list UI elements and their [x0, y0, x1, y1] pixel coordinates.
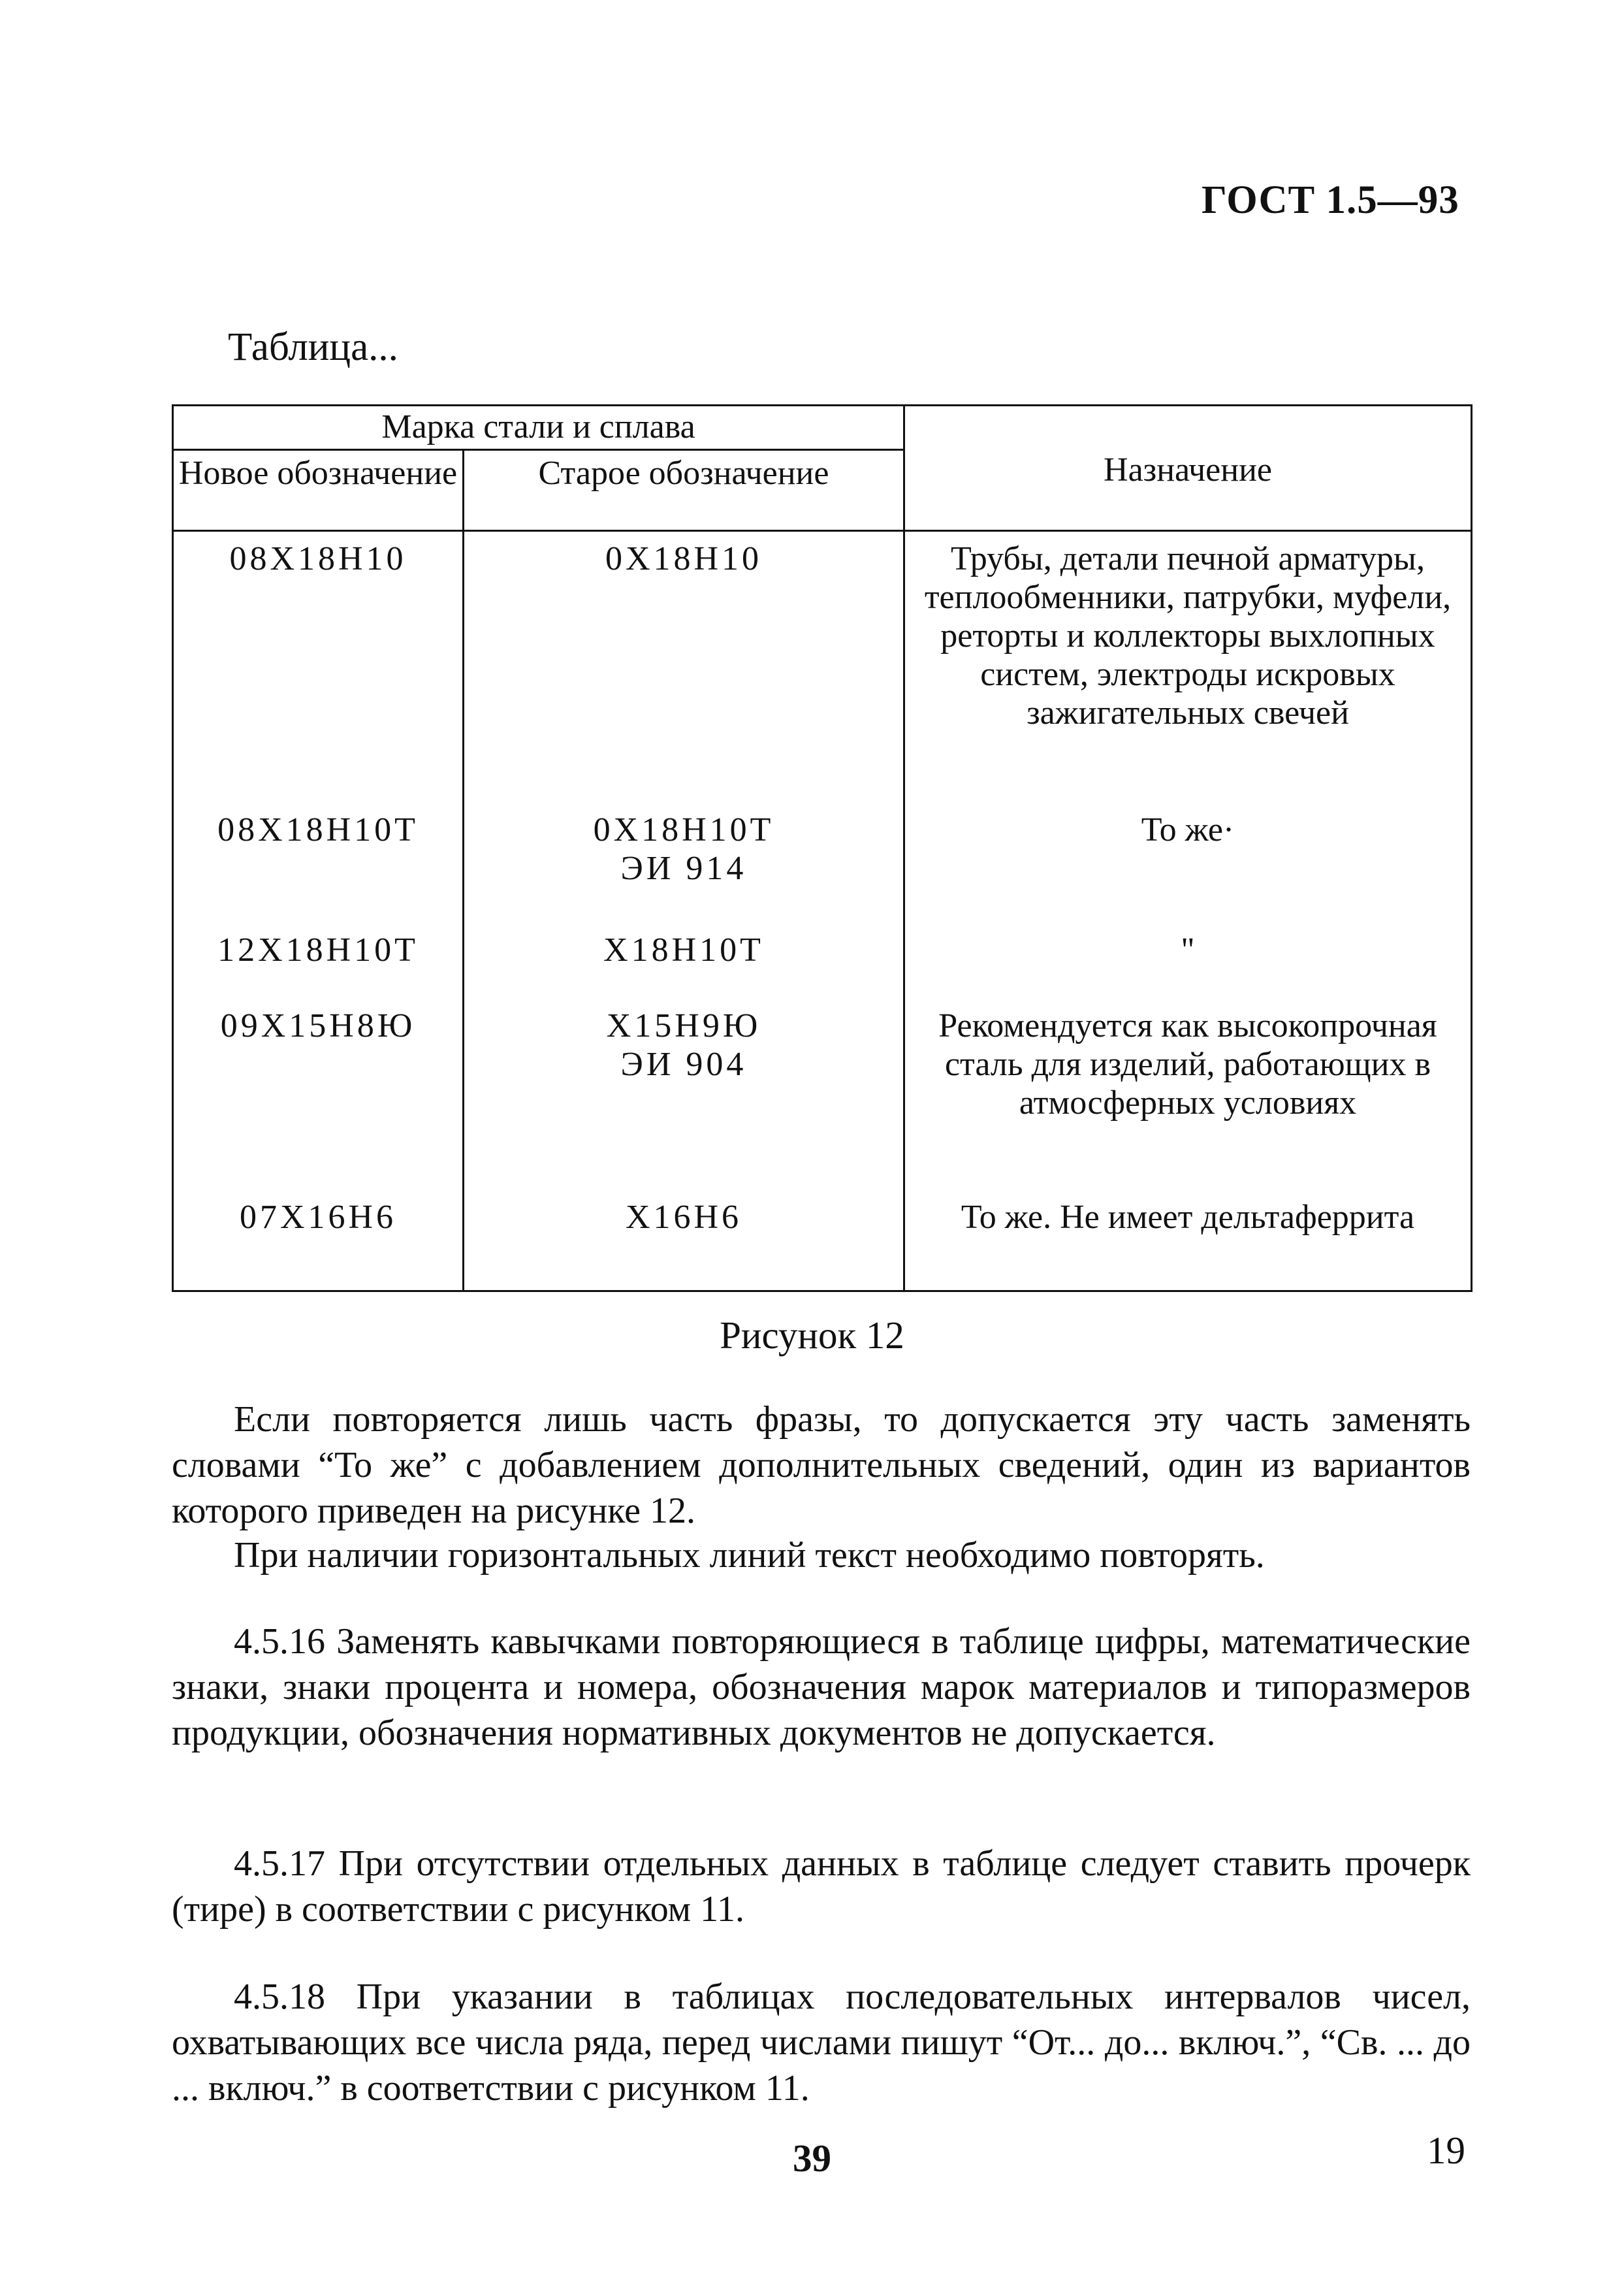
- page-number: 39: [793, 2137, 831, 2180]
- table-row: [173, 1190, 1472, 1291]
- cell-old-grade: Х18Н10Т: [464, 923, 904, 999]
- cell-new-grade: 08Х18Н10Т: [173, 803, 464, 923]
- header-old-designation: Старое обозначение: [464, 450, 904, 531]
- header-new-designation: Новое обозначение: [173, 450, 464, 531]
- cell-purpose: Рекомендуется как высокопрочная сталь для изделий, работающих в атмосферных условиях: [904, 999, 1472, 1190]
- table-row: [173, 923, 1472, 999]
- cell-old-grade: 0Х18Н10: [464, 531, 904, 803]
- cell-purpose: ": [904, 923, 1472, 999]
- document-code: ГОСТ 1.5—93: [1202, 178, 1459, 222]
- table-caption: Таблица...: [228, 325, 398, 369]
- cell-old-grade: Х16Н6: [464, 1190, 904, 1291]
- paragraph-4-5-18: 4.5.18 При указании в таблицах последовательных интервалов чисел, охватывающих все числа ряда, перед числами пишут “От... до... включ.”, “Св. ... до ... включ.” в соответствии с рисунком 11.: [172, 1977, 1471, 2108]
- header-steel-grade-group: Марка стали и сплава: [173, 406, 904, 450]
- cell-new-grade: 12Х18Н10Т: [173, 923, 464, 999]
- paragraph-4-5-17: 4.5.17 При отсутствии отдельных данных в таблице следует ставить прочерк (тире) в соответствии с рисунком 11.: [172, 1843, 1471, 1930]
- cell-new-grade: 08Х18Н10: [173, 531, 464, 803]
- cell-purpose: Трубы, детали печной арматуры, теплообменники, патрубки, муфели, реторты и коллекторы выхлопных систем, электроды искровых зажигательных свечей: [904, 531, 1472, 803]
- cell-old-grade: Х15Н9Ю ЭИ 904: [464, 999, 904, 1190]
- table-row: [173, 999, 1472, 1190]
- sheet-number: 19: [1427, 2129, 1465, 2172]
- cell-purpose: То же. Не имеет дельтаферрита: [904, 1190, 1472, 1291]
- cell-purpose: То же·: [904, 803, 1472, 923]
- table-row: [173, 803, 1472, 923]
- figure-caption: Рисунок 12: [720, 1314, 904, 1357]
- cell-old-grade: 0Х18Н10Т ЭИ 914: [464, 803, 904, 923]
- steel-grades-table: [172, 404, 1473, 1292]
- table-row: [173, 531, 1472, 803]
- cell-new-grade: 09Х15Н8Ю: [173, 999, 464, 1190]
- paragraph-repeat-phrase: Если повторяется лишь часть фразы, то допускается эту часть заменять словами “То же” с добавлением дополнительных сведений, один из вариантов которого приведен на рисунке 12.: [172, 1399, 1471, 1531]
- cell-new-grade: 07Х16Н6: [173, 1190, 464, 1291]
- header-purpose: Назначение: [904, 406, 1472, 531]
- paragraph-horizontal-lines: При наличии горизонтальных линий текст необходимо повторять.: [234, 1535, 1265, 1575]
- paragraph-4-5-16: 4.5.16 Заменять кавычками повторяющиеся в таблице цифры, математические знаки, знаки процента и номера, обозначения марок материалов и типоразмеров продукции, обозначения нормативных документов не допускается.: [172, 1621, 1471, 1753]
